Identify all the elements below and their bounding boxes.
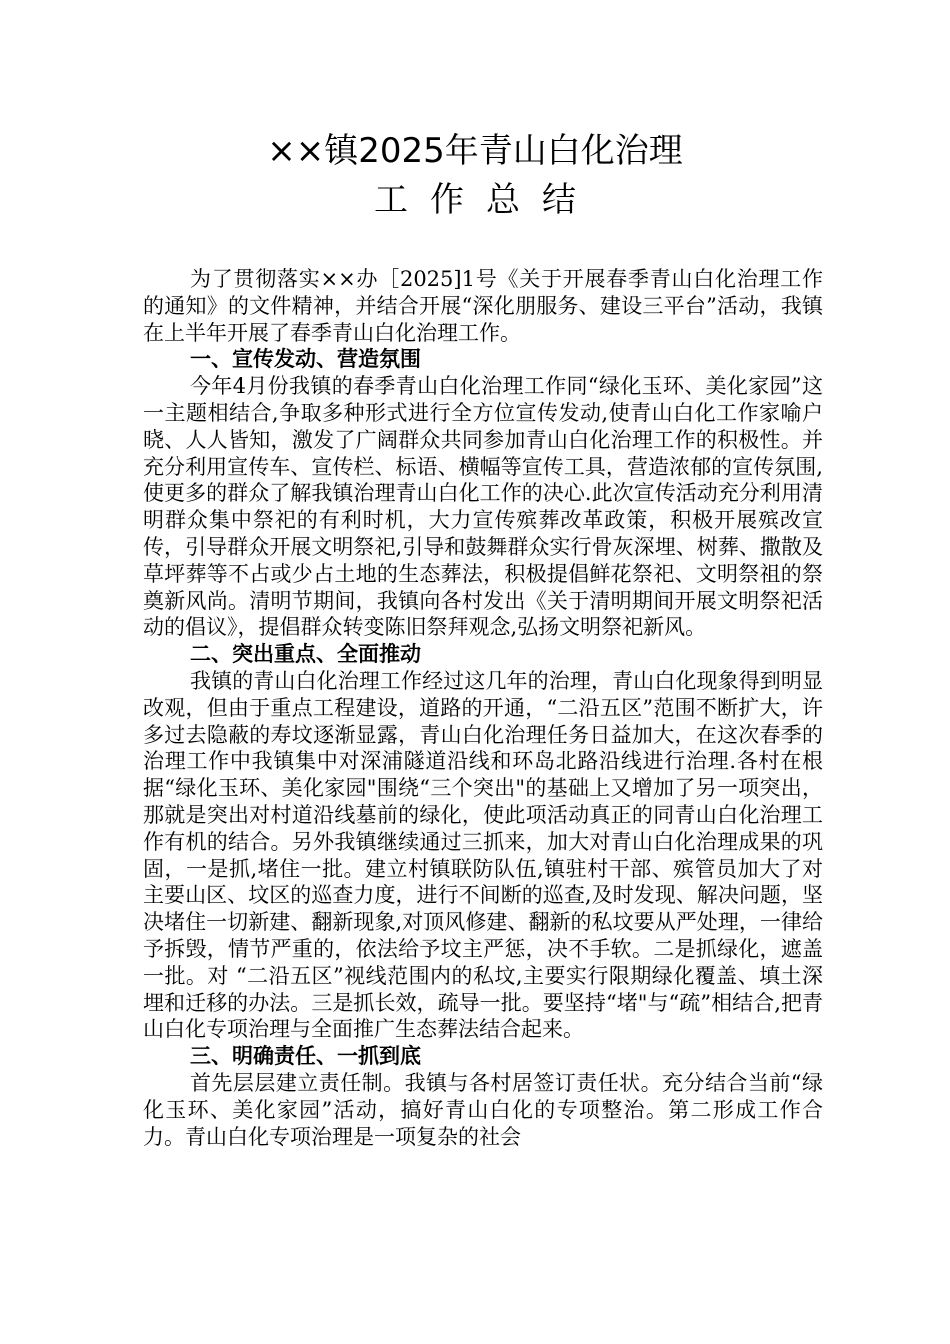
section-paragraph-3: 首先层层建立责任制。我镇与各村居签订责任状。充分结合当前“绿化玉环、美化家园”活动，搞好青山白化的专项整治。第二形成工作合力。青山白化专项治理是一项复杂的社会	[143, 1070, 823, 1149]
document-title: ××镇2025年青山白化治理	[267, 131, 683, 171]
intro-paragraph: 为了贯彻落实××办［2025]1号《关于开展春季青山白化治理工作的通知》的文件精神，并结合开展“深化朋服务、建设三平台”活动，我镇在上半年开展了春季青山白化治理工作。	[143, 267, 823, 345]
section-heading-1: 一、宣传发动、营造氛围	[190, 347, 421, 372]
section-heading-2: 二、突出重点、全面推动	[190, 642, 421, 667]
document-subtitle: 工作总结	[374, 180, 598, 220]
section-heading-3: 三、明确责任、一抓到底	[190, 1044, 421, 1069]
section-paragraph-1: 今年4月份我镇的春季青山白化治理工作同“绿化玉环、美化家园”这一主题相结合,争取多种形式进行全方位宣传发动,使青山白化工作家喻户晓、人人皆知，激发了广阔群众共同参加青山白化治理工作的积极性。并充分利用宣传车、宣传栏、标语、横幅等宣传工具，营造浓郁的宣传氛围,使更多的群众了解我镇治理青山白化工作的决心.此次宣传活动充分利用清明群众集中祭祀的有利时机，大力宣传殡葬改革政策，积极开展殡改宣传，引导群众开展文明祭祀,引导和鼓舞群众实行骨灰深埋、树葬、撒散及草坪葬等不占或少占土地的生态葬法，积极提倡鲜花祭祀、文明祭祖的祭奠新风尚。清明节期间，我镇向各村发出《关于清明期间开展文明祭祀活动的倡议》，提倡群众转变陈旧祭拜观念,弘扬文明祭祀新风。	[143, 374, 823, 640]
section-paragraph-2: 我镇的青山白化治理工作经过这几年的治理，青山白化现象得到明显改观，但由于重点工程建设，道路的开通，“二沿五区”范围不断扩大，许多过去隐蔽的寿坟逐渐显露，青山白化治理任务日益加大，在这次春季的治理工作中我镇集中对深浦隧道沿线和环岛北路沿线进行治理.各村在根据“绿化玉环、美化家园"围绕“三个突出"的基础上又增加了另一项突出，那就是突出对村道沿线墓前的绿化，使此项活动真正的同青山白化治理工作有机的结合。另外我镇继续通过三抓来，加大对青山白化治理成果的巩固，一是抓,堵住一批。建立村镇联防队伍,镇驻村干部、殡管员加大了对主要山区、坟区的巡查力度，进行不间断的巡查,及时发现、解决问题，坚决堵住一切新建、翻新现象,对顶风修建、翻新的私坟要从严处理，一律给予拆毁，情节严重的，依法给予坟主严惩，决不手软。二是抓绿化，遮盖一批。对 “二沿五区”视线范围内的私坟,主要实行限期绿化覆盖、填土深埋和迁移的办法。三是抓长效，疏导一批。要坚持“堵"与“疏”相结合,把青山白化专项治理与全面推广生态葬法结合起来。	[143, 668, 823, 1042]
document-body	[143, 266, 823, 1150]
